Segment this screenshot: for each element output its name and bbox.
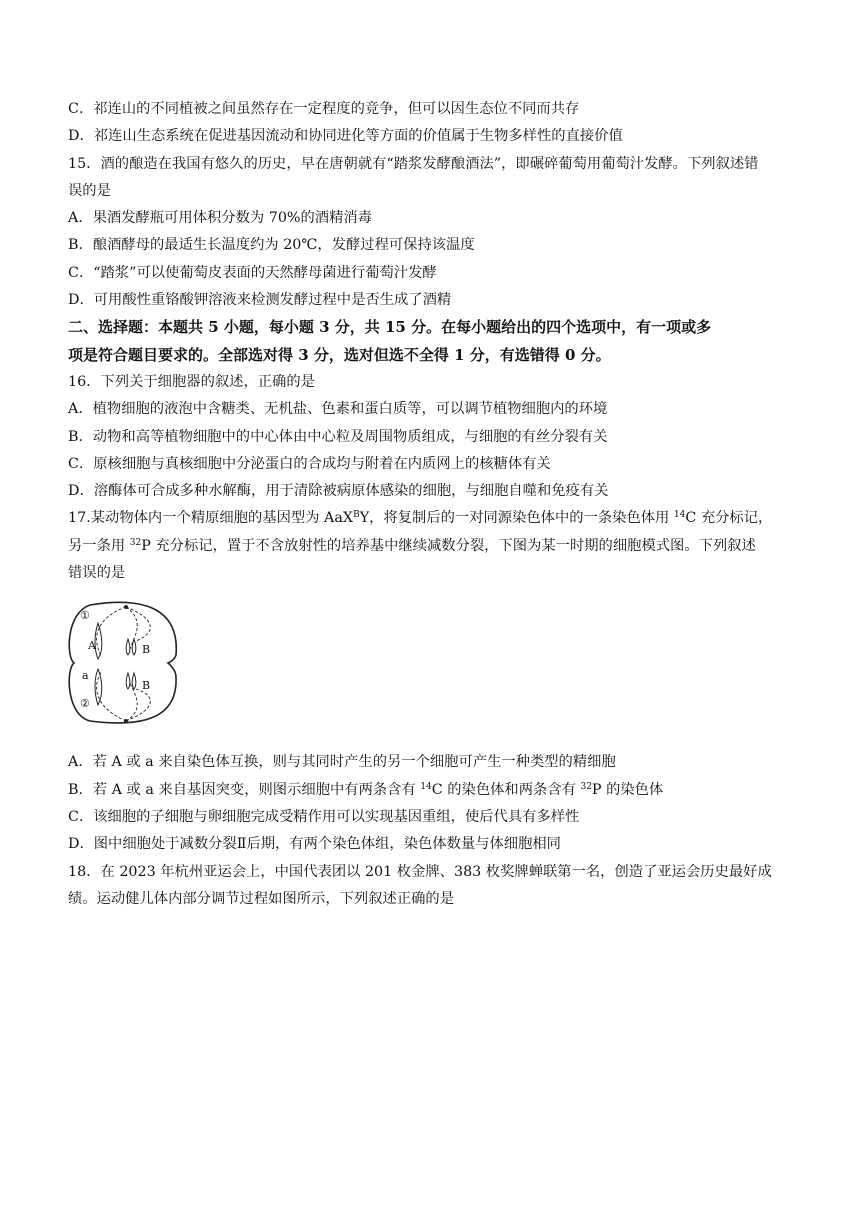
exam-page [68,96,798,913]
q17-option-c: C．该细胞的子细胞与卵细胞完成受精作用可以实现基因重组，使后代具有多样性 [68,808,580,825]
section2-heading-line1: 二、选择题：本题共 5 小题，每小题 3 分，共 15 分。在每小题给出的四个选项中，有一项或多 [68,318,712,337]
q15-option-a: A．果酒发酵瓶可用体积分数为 70%的酒精消毒 [68,210,372,227]
q15-option-d: D．可用酸性重铬酸钾溶液来检测发酵过程中是否生成了酒精 [68,292,452,309]
section2-heading-line2: 项是符合题目要求的。全部选对得 3 分，选对但选不全得 1 分，有选错得 0 分。 [68,345,611,364]
q16-option-a: A．植物细胞的液泡中含糖类、无机盐、色素和蛋白质等，可以调节植物细胞内的环境 [68,401,608,418]
label-a: a [82,669,89,683]
q17-option-b: B．若 A 或 a 来自基因突变，则图示细胞中有两条含有 $^{14}$C 的染色体和两条含有 $^{32}$P 的染色体 [68,781,664,798]
label-A: A [88,639,96,653]
label-B-bottom: B [142,679,151,693]
q15-option-c: C．“踏浆”可以使葡萄皮表面的天然酵母菌进行葡萄汁发酵 [68,264,437,281]
q15-option-b: B．酿酒酵母的最适生长温度约为 20℃，发酵过程可保持该温度 [68,237,475,254]
q18-stem-line2: 绩。运动健儿体内部分调节过程如图所示，下列叙述正确的是 [68,890,455,907]
spindle-fibers [97,607,151,721]
q15-stem-line2: 误的是 [68,182,111,199]
q15-stem-line1: 15．酒的酿造在我国有悠久的历史，早在唐朝就有“踏浆发酵酿酒法”，即碾碎葡萄用葡萄汁发酵。下列叙述错 [68,155,759,172]
chromosomes [95,623,136,705]
q16-option-c: C．原核细胞与真核细胞中分泌蛋白的合成均与附着在内质网上的核糖体有关 [68,455,551,472]
q17-stem-line1: 17.某动物体内一个精原细胞的基因型为 AaX$^B$Y，将复制后的一对同源染色体中的一条染色体用 $^{14}$C 充分标记， [68,510,773,527]
q16-stem: 16．下列关于细胞器的叙述，正确的是 [68,373,315,390]
q16-option-b: B．动物和高等植物细胞中的中心体由中心粒及周围物质组成，与细胞的有丝分裂有关 [68,428,608,445]
q18-stem-line1: 18．在 2023 年杭州亚运会上，中国代表团以 201 枚金牌、383 枚奖牌蝉联第一名，创造了亚运会历史最好成 [68,863,772,880]
q14-option-d: D．祁连山生态系统在促进基因流动和协同进化等方面的价值属于生物多样性的直接价值 [68,128,623,145]
centriole-bottom [124,719,128,723]
label-B-top: B [142,643,151,657]
q16-option-d: D．溶酶体可合成多种水解酶，用于清除被病原体感染的细胞，与细胞自噬和免疫有关 [68,483,609,500]
q17-stem-line2: 另一条用 $^{32}$P 充分标记，置于不含放射性的培养基中继续减数分裂，下图为某一时期的细胞模式图。下列叙述 [68,537,756,554]
q17-option-a: A．若 A 或 a 来自染色体互换，则与其同时产生的另一个细胞可产生一种类型的精细胞 [68,754,616,771]
label-circle-2: ② [80,697,90,711]
label-circle-1: ① [80,609,90,623]
cell-division-figure [68,597,178,727]
q17-stem-line3: 错误的是 [68,565,126,582]
q14-option-c: C．祁连山的不同植被之间虽然存在一定程度的竞争，但可以因生态位不同而共存 [68,101,580,117]
q17-option-d: D．图中细胞处于减数分裂Ⅱ后期，有两个染色体组，染色体数量与体细胞相同 [68,836,561,853]
centriole-top [124,605,128,609]
